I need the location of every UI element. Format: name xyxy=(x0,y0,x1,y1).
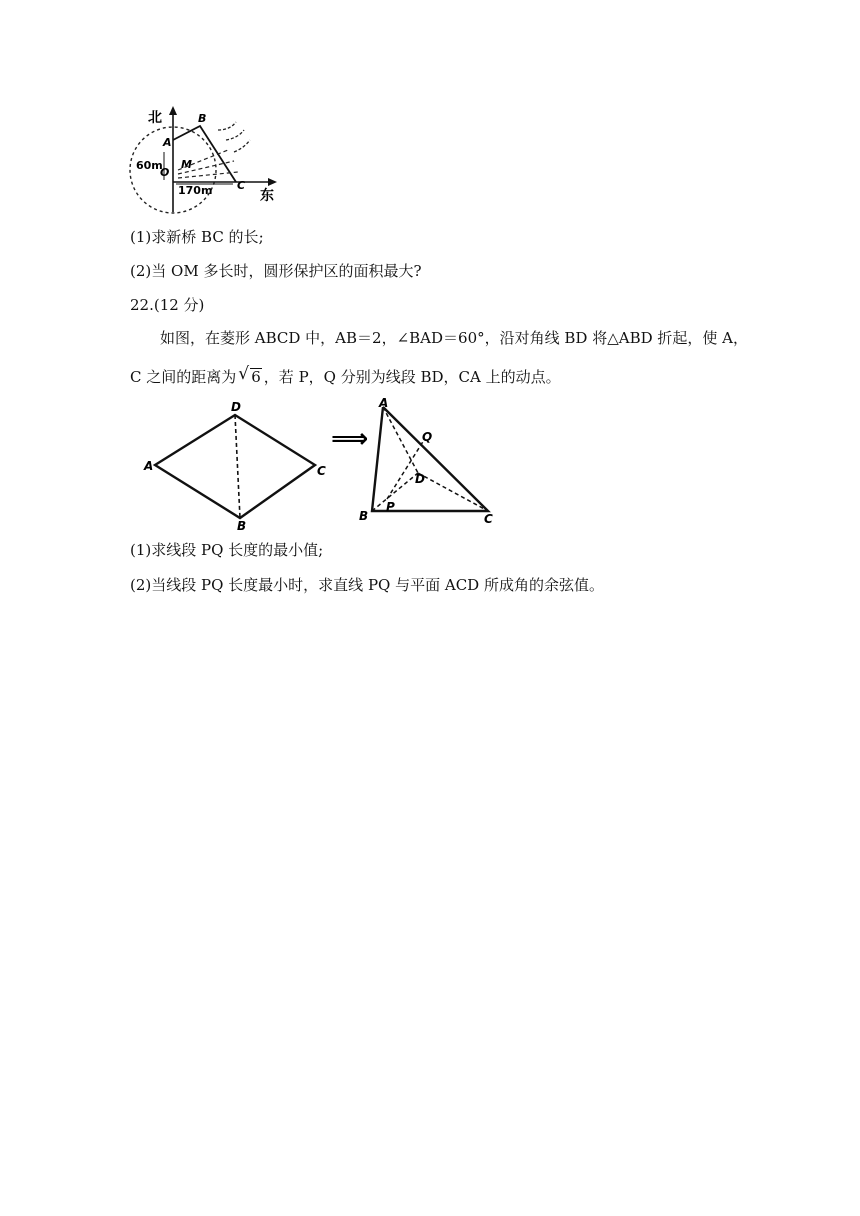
old-bridge-path xyxy=(173,126,236,182)
q22-para2-prefix: C 之间的距离为 xyxy=(130,368,237,386)
tetra-edge-ad xyxy=(383,407,418,473)
rhombus-figure xyxy=(143,400,326,533)
q22-part2: (2)当线段 PQ 长度最小时，求直线 PQ 与平面 ACD 所成角的余弦值。 xyxy=(130,576,604,594)
tetrahedron-figure xyxy=(359,396,493,526)
point-label-a: A xyxy=(163,136,172,149)
rhombus-label-a: A xyxy=(144,459,154,473)
tetra-label-p: P xyxy=(386,500,395,514)
point-label-b: B xyxy=(198,112,207,125)
rhombus-diagonal-bd xyxy=(235,415,240,518)
arc-mark-1 xyxy=(218,122,236,130)
rhombus-label-d: D xyxy=(231,400,241,414)
fold-arrow-icon: ⟹ xyxy=(331,424,369,454)
rhombus-label-c: C xyxy=(317,464,326,478)
north-arrowhead xyxy=(169,106,177,115)
tetra-solid-edges xyxy=(372,407,488,511)
radical-sign-icon: √ xyxy=(238,364,250,384)
tetra-label-d: D xyxy=(415,472,425,486)
tetra-edge-dc xyxy=(418,473,488,511)
q22-paragraph-line2 xyxy=(130,364,561,386)
point-label-m: M xyxy=(181,158,192,171)
arc-mark-2 xyxy=(226,130,244,140)
q22-part1: (1)求线段 PQ 长度的最小值; xyxy=(130,541,324,559)
bridge-map-figure xyxy=(120,100,290,215)
north-label: 北 xyxy=(148,110,162,126)
east-arrowhead xyxy=(268,178,277,186)
q21-part1: (1)求新桥 BC 的长; xyxy=(130,228,264,246)
sightline-3 xyxy=(178,172,238,178)
tetra-label-b: B xyxy=(359,509,369,523)
point-label-c: C xyxy=(237,179,246,192)
tetra-edge-bd xyxy=(372,473,418,511)
q21-part2: (2)当 OM 多长时，圆形保护区的面积最大? xyxy=(130,262,422,280)
rhombus-label-b: B xyxy=(237,519,247,533)
dim-label-170m: 170m xyxy=(178,184,213,197)
tetra-label-a: A xyxy=(379,396,389,410)
sqrt-radicand: 6 xyxy=(251,368,261,386)
tetra-label-q: Q xyxy=(422,430,433,444)
segment-pq xyxy=(387,440,424,499)
q22-paragraph-line1: 如图，在菱形 ABCD 中，AB＝2，∠BAD＝60°，沿对角线 BD 将△ABD 折起，使 A， xyxy=(160,329,748,347)
point-label-o: O xyxy=(160,166,170,179)
arc-mark-3 xyxy=(234,140,250,152)
dim-label-60m: 60m xyxy=(136,159,163,172)
sqrt-expression xyxy=(238,364,262,386)
fold-figure xyxy=(135,395,515,535)
q22-header: 22.(12 分) xyxy=(130,296,205,314)
tetra-label-c: C xyxy=(484,512,493,526)
east-label: 东 xyxy=(260,188,274,204)
q22-para2-suffix: ，若 P，Q 分别为线段 BD，CA 上的动点。 xyxy=(263,368,561,386)
